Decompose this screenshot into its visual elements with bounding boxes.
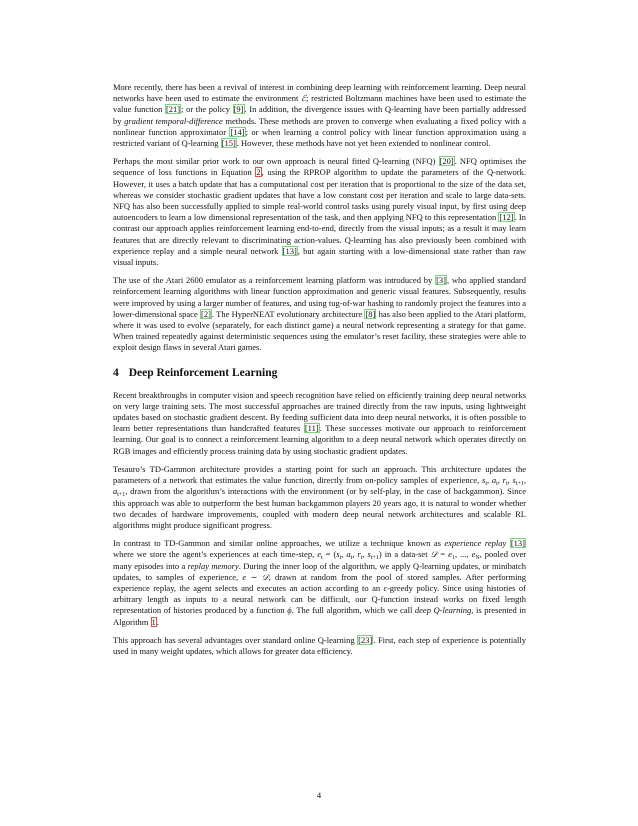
text-run: . In contrast our approach applies reinforcement learning end-to-end, directly from the visual inputs; as a result it may learn features that are directly relevant to discriminating action-values. Q-learning has also previously been combined with experience replay and a simple neural network [113,212,526,256]
citation-link[interactable]: [23] [358,634,373,645]
citation-link[interactable]: [13] [282,245,297,256]
emphasis-text: gradient temporal-difference [124,115,223,126]
citation-link[interactable]: [8] [365,308,376,319]
text-run: , [497,475,503,486]
text-run: . The full algorithm, which we call [291,605,415,616]
text-run: ; or the policy [181,104,233,115]
text-run: . [156,616,159,627]
math-symbol: 𝒟 [261,571,269,582]
text-run: . However, these methods have not yet been extended to nonlinear control. [236,138,491,149]
text-run: . These successes motivate our approach to reinforcement learning. Our goal is to connect a reinforcement learning algorithm to a deep neural network which operates directly on RGB images and efficiently process training data by using stochastic gradient updates. [113,423,527,456]
paragraph [113,390,526,457]
text-run: More recently, there has been a revival of interest in combining deep learning with reinforcement learning. Deep neural networks have been used to estimate the environment [113,82,526,104]
math-symbol: e [242,571,247,582]
math-subscript: t [339,555,342,562]
section-number: 4 [113,366,119,379]
text-run: . During the inner loop of the algorithm, we apply Q-learning updates, or minibatch updates, to samples of experience, [113,560,526,582]
text-run: , but again starting with a low-dimensional state rather than raw visual inputs. [113,245,526,268]
page-number: 4 [316,790,322,800]
citation-link[interactable]: [3] [436,275,446,286]
text-run: ; restricted Boltzmann machines have been used to estimate the value function [113,93,526,115]
citation-link[interactable]: [9] [233,104,244,115]
text-run: Perhaps the most similar prior work to our own approach is neural fitted Q-learning (NFQ) [113,156,439,167]
math-symbol: s [336,549,340,560]
math-subscript: t+1 [370,555,379,562]
math-subscript: t [505,481,508,488]
text-run: . NFQ optimises the sequence of loss functions in Equation [113,156,526,178]
text-run: , [341,549,347,560]
citation-link[interactable]: [20] [439,156,454,167]
math-symbol: ϵ [383,582,387,593]
text-run: Recent breakthroughs in computer vision and speech recognition have relied on efficiently training deep neural networks on very large training sets. The most successful approaches are trained directly from the raw inputs, using lightweight updates based on stochastic gradient descent. By feeding sufficient data into deep neural networks, it is often possible to learn better representations than handcrafted features [113,389,526,434]
math-symbol: ℰ [300,93,307,104]
math-subscript: N [475,555,480,562]
text-block-before [113,82,526,354]
text-run: , using the RPROP algorithm to update the parameters of the Q-network. However, it uses a batch update that has a computational cost per iteration that is proportional to the size of the data set, whereas we consider stochastic gradient updates that have a low constant cost per iteration and scale to large data-sets. NFQ has also been successfully applied to simple real-world control tasks using purely visual input, by first using deep autoencoders to learn a low dimensional representation of the task, and then applying NFQ to this representation [113,167,526,223]
math-symbol: 𝒟 [430,549,438,560]
citation-link[interactable]: [11] [304,423,319,434]
text-run: , who applied standard reinforcement learning algorithms with linear function approximation and generic visual features. Subsequently, results were improved by using a larger number of features, and using tug-of-war hashing to randomly project the features into a lower-dimensional space [113,275,526,319]
math-subscript: t [320,555,323,562]
citation-link[interactable]: [14] [230,126,245,137]
section-title: Deep Reinforcement Learning [128,366,278,379]
math-symbol: s [367,549,371,560]
text-run: ) in a data-set [378,549,431,560]
math-symbol: a [346,549,351,560]
math-symbol: e [471,549,476,560]
math-symbol: e [448,549,452,560]
text-run: = ( [322,549,337,560]
math-symbol: a [491,475,497,486]
paragraph [113,275,526,353]
text-run: methods. These methods are proven to converge when evaluating a fixed policy with a nonlinear function approximator [113,115,527,137]
cross-reference-link[interactable]: 2 [256,167,261,178]
text-run: has also been applied to the Atari platform, where it was used to evolve (separately, for each distinct game) a neural network representing a strategy for that game. When trained repeatedly against deterministic sequences using the emulator’s reset facility, these strategies were able to exploit design flaws in several Atari games. [113,308,526,353]
paragraph [113,82,526,149]
math-subscript: t+1 [117,492,126,499]
text-run: , pooled over many episodes into a [113,549,527,571]
text-run: . In addition, the divergence issues with Q-learning have been partially addressed by [113,104,526,126]
citation-link[interactable]: [15] [221,138,236,149]
text-run: The use of the Atari 2600 emulator as a reinforcement learning platform was introduced by [113,275,436,286]
text-run: This approach has several advantages over standard online Q-learning [113,634,358,645]
citation-link[interactable]: [21] [165,104,181,115]
text-run: Tesauro’s TD-Gammon architecture provides a starting point for such an approach. This architecture updates the parameters of a network that estimates the value function, directly from on-policy samples of experience, [113,463,526,486]
citation-link[interactable]: [2] [201,308,211,319]
text-run: , is presented in Algorithm [113,605,526,627]
text-run: . The HyperNEAT evolutionary architecture [211,308,365,319]
text-run: , drawn from the algorithm’s interactions with the environment (or by self-play, in the case of backgammon). Since this approach was able to outperform the best human backgammon players 20 years ago, it is natural to wonder whether two decades of hardware improvements, coupled with modern deep neural network architectures and scalable RL algorithms might produce significant progress. [113,486,526,530]
math-symbol: s [482,475,486,486]
paragraph [113,538,526,628]
text-run: In contrast to TD-Gammon and similar online approaches, we utilize a technique known as [113,538,445,549]
math-symbol: s [512,475,516,486]
math-subscript: 1 [451,555,455,562]
emphasis-text: deep Q-learning [414,605,472,616]
text-run: ∼ [246,571,262,582]
math-subscript: t+1 [515,481,524,488]
text-run: where we store the agent’s experiences at each time-step, [113,549,318,560]
text-run: . First, each step of experience is potentially used in many weight updates, which allows for greater data efficiency. [113,634,526,656]
math-subscript: t [350,555,353,562]
text-run: ; or when learning a control policy with linear function approximation using a restricted variant of Q-learning [113,126,526,149]
emphasis-text: experience replay [444,538,507,549]
text-run: , ..., [454,549,472,560]
text-block-after [113,390,526,657]
text-run: , [507,475,513,486]
emphasis-text: replay memory [187,560,239,571]
math-subscript: t [360,555,363,562]
math-symbol: a [113,486,118,497]
text-run: , [523,475,526,486]
paragraph [113,464,526,531]
citation-link[interactable]: [12] [499,212,514,223]
paragraph [113,156,526,268]
math-subscript: t [496,481,498,488]
math-subscript: t [485,481,488,488]
paragraph [113,635,526,657]
math-symbol: e [317,549,321,560]
math-symbol: ϕ [287,605,292,616]
section-heading [113,367,526,379]
math-symbol: r [502,475,506,486]
text-run: , [352,549,358,560]
citation-link[interactable]: [13] [510,538,525,549]
math-symbol: r [357,549,361,560]
text-run: , [362,549,368,560]
text-run: -greedy policy. Since using histories of arbitrary length as inputs to a neural network can be difficult, our Q-function instead works on fixed length representation of histories produced by a function [113,582,526,616]
text-run: , [487,475,492,486]
page-body [113,82,526,664]
cross-reference-link[interactable]: 1 [151,616,156,627]
text-run: , drawn at random from the pool of stored samples. After performing experience replay, the agent selects and executes an action according to an [113,571,526,593]
text-run: = [437,549,449,560]
